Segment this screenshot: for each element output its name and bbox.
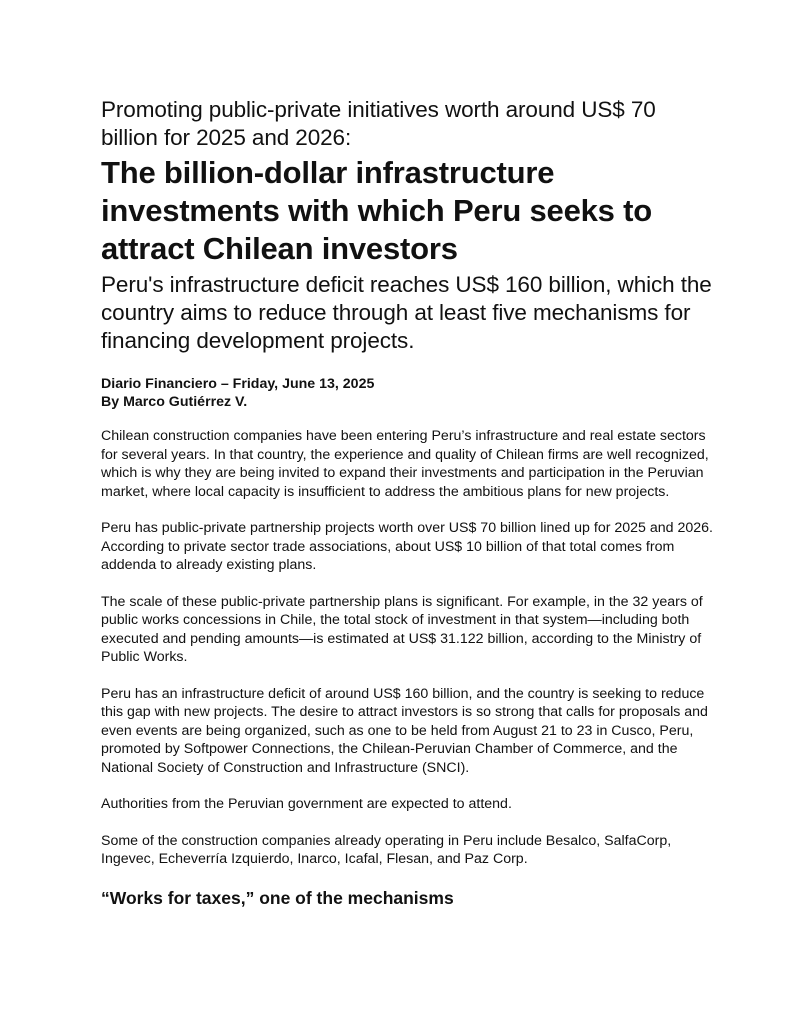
body-paragraph: The scale of these public-private partnership plans is significant. For example, in the 32 years of public works concessions in Chile, the total stock of investment in that system—including both executed and pending amounts—is estimated at US$ 31.122 billion, according to the Ministry of Public Works. <box>101 593 703 665</box>
body-paragraph: Chilean construction companies have been entering Peru’s infrastructure and real estate sectors for several years. In that country, the experience and quality of Chilean firms are well recognized, which is why they are being invited to expand their investments and participation in the Peruvian market, where local capacity is insufficient to address the ambitious plans for new projects. <box>101 428 709 500</box>
body-paragraph: Authorities from the Peruvian government are expected to attend. <box>101 796 512 812</box>
body-paragraph: Peru has public-private partnership projects worth over US$ 70 billion lined up for 2025 and 2026. According to private sector trade associations, about US$ 10 billion of that total comes from addenda to already existing plans. <box>101 520 714 573</box>
byline <box>101 375 716 411</box>
section-heading: “Works for taxes,” one of the mechanisms <box>101 887 454 908</box>
article-kicker: Promoting public-private initiatives worth around US$ 70 billion for 2025 and 2026: <box>101 97 656 150</box>
body-paragraph: Some of the construction companies already operating in Peru include Besalco, SalfaCorp, Ingevec, Echeverría Izquierdo, Inarco, Icafal, Flesan, and Paz Corp. <box>101 832 672 867</box>
source-date-line: Diario Financiero – Friday, June 13, 2025 <box>101 376 375 392</box>
article-headline: The billion-dollar infrastructure investments with which Peru seeks to attract Chilean investors <box>101 155 652 266</box>
article-subhead: Peru's infrastructure deficit reaches US$ 160 billion, which the country aims to reduce through at least five mechanisms for financing development projects. <box>101 272 712 353</box>
author-line: By Marco Gutiérrez V. <box>101 394 248 410</box>
article-body <box>101 427 716 869</box>
body-paragraph: Peru has an infrastructure deficit of around US$ 160 billion, and the country is seeking to reduce this gap with new projects. The desire to attract investors is so strong that calls for proposals and even events are being organized, such as one to be held from August 21 to 23 in Cusco, Peru, promoted by Softpower Connections, the Chilean-Peruvian Chamber of Commerce, and the National Society of Construction and Infrastructure (SNCI). <box>101 685 708 776</box>
article <box>101 96 716 909</box>
